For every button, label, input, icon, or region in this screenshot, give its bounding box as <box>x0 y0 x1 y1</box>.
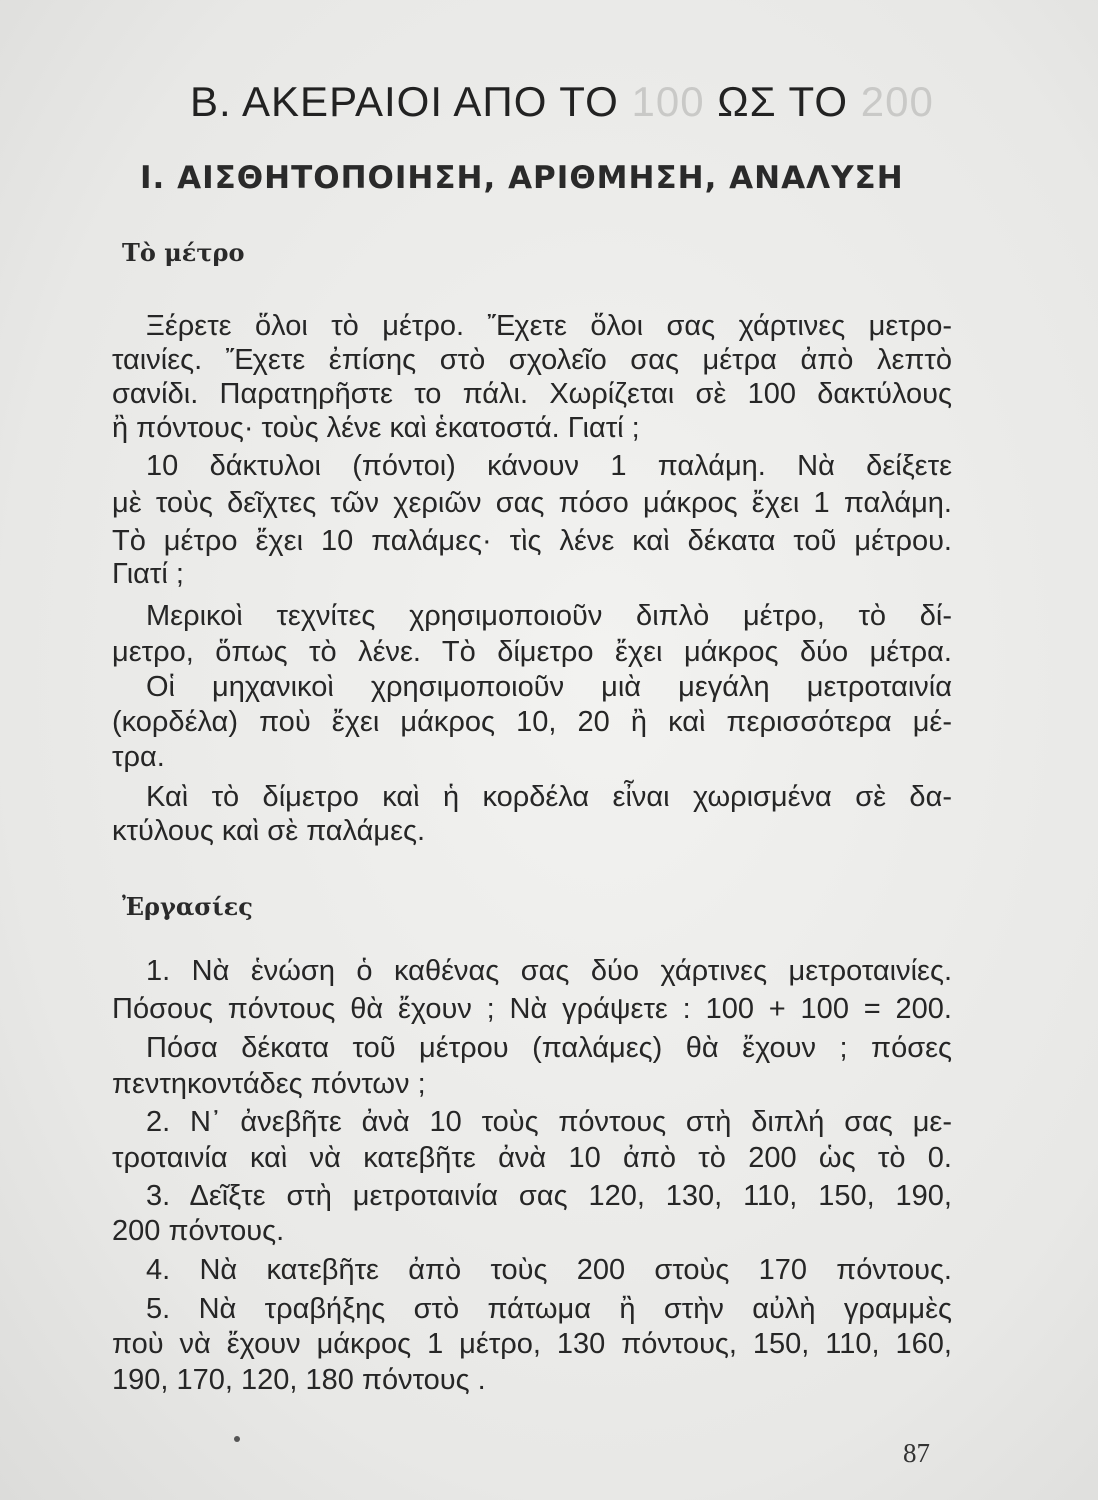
text-line: Τὸ μέτρο ἔχει 10 παλάμες· τὶς λένε καὶ δέκατα τοῦ μέτρου. <box>112 525 952 557</box>
exercise-line: Πόσους πόντους θὰ ἔχουν ; Νὰ γράψετε : 100 + 100 = 200. <box>112 993 952 1025</box>
chapter-title-middle: ΩΣ ΤΟ <box>704 78 861 125</box>
exercise-line: 200 πόντους. <box>112 1215 285 1247</box>
text-line: 10 δάκτυλοι (πόντοι) κάνουν 1 παλάμη. Νὰ δείξετε <box>146 450 952 482</box>
exercise-line: πεντηκοντάδες πόντων ; <box>112 1068 426 1100</box>
subheading-ergasies: Ἐργασίες <box>122 892 253 921</box>
exercise-line: 1. Νὰ ἑνώση ὁ καθένας σας δύο χάρτινες μετροταινίες. <box>146 955 952 987</box>
exercise-line: τροταινία καὶ νὰ κατεβῆτε ἀνὰ 10 ἀπὸ τὸ 200 ὡς τὸ 0. <box>112 1142 952 1174</box>
exercise-line: 190, 170, 120, 180 πόντους . <box>112 1364 486 1396</box>
exercise-line: ποὺ νὰ ἔχουν μάκρος 1 μέτρο, 130 πόντους, 150, 110, 160, <box>112 1328 952 1360</box>
exercise-line: 3. Δεῖξτε στὴ μετροταινία σας 120, 130, 110, 150, 190, <box>146 1180 952 1212</box>
text-line: (κορδέλα) ποὺ ἔχει μάκρος 10, 20 ἢ καὶ περισσότερα μέ- <box>112 706 952 738</box>
text-line: ἢ πόντους· τοὺς λένε καὶ ἑκατοστά. Γιατί ; <box>112 412 640 444</box>
text-line: μὲ τοὺς δεῖχτες τῶν χεριῶν σας πόσο μάκρος ἔχει 1 παλάμη. <box>112 487 952 519</box>
exercise-line: 2. Ν᾽ ἀνεβῆτε ἀνὰ 10 τοὺς πόντους στὴ διπλή σας με- <box>146 1106 952 1138</box>
exercise-line: 4. Νὰ κατεβῆτε ἀπὸ τοὺς 200 στοὺς 170 πόντους. <box>146 1254 952 1286</box>
section-title: Ι. ΑΙΣΘΗΤΟΠΟΙΗΣΗ, ΑΡΙΘΜΗΣΗ, ΑΝΑΛΥΣΗ <box>140 160 904 196</box>
stray-dot <box>234 1436 240 1442</box>
chapter-title-from: 100 <box>631 78 705 125</box>
chapter-title-prefix: Β. ΑΚΕΡΑΙΟΙ ΑΠΟ ΤΟ <box>190 78 632 125</box>
text-line: Οἱ μηχανικοὶ χρησιμοποιοῦν μιὰ μεγάλη μετροταινία <box>146 671 952 703</box>
exercise-line: 5. Νὰ τραβήξης στὸ πάτωμα ἢ στὴν αὐλὴ γραμμὲς <box>146 1293 952 1325</box>
subheading-metro: Τὸ μέτρο <box>122 238 245 267</box>
text-line: Γιατί ; <box>112 558 184 590</box>
text-line: σανίδι. Παρατηρῆστε το πάλι. Χωρίζεται σὲ 100 δακτύλους <box>112 378 952 410</box>
text-line: Ξέρετε ὅλοι τὸ μέτρο. Ἔχετε ὅλοι σας χάρτινες μετρο- <box>146 310 952 342</box>
text-line: Μερικοὶ τεχνίτες χρησιμοποιοῦν διπλὸ μέτρο, τὸ δί- <box>146 600 952 632</box>
page-number: 87 <box>903 1438 930 1468</box>
text-line: μετρο, ὅπως τὸ λένε. Τὸ δίμετρο ἔχει μάκρος δύο μέτρα. <box>112 636 952 668</box>
exercise-line: Πόσα δέκατα τοῦ μέτρου (παλάμες) θὰ ἔχουν ; πόσες <box>146 1032 952 1064</box>
chapter-title-to: 200 <box>860 78 934 125</box>
text-line: ταινίες. Ἔχετε ἐπίσης στὸ σχολεῖο σας μέτρα ἀπὸ λεπτὸ <box>112 344 952 376</box>
text-line: Καὶ τὸ δίμετρο καὶ ἡ κορδέλα εἶναι χωρισμένα σὲ δα- <box>146 781 952 813</box>
chapter-title <box>190 78 934 126</box>
text-line: κτύλους καὶ σὲ παλάμες. <box>112 815 426 847</box>
text-line: τρα. <box>112 741 165 773</box>
